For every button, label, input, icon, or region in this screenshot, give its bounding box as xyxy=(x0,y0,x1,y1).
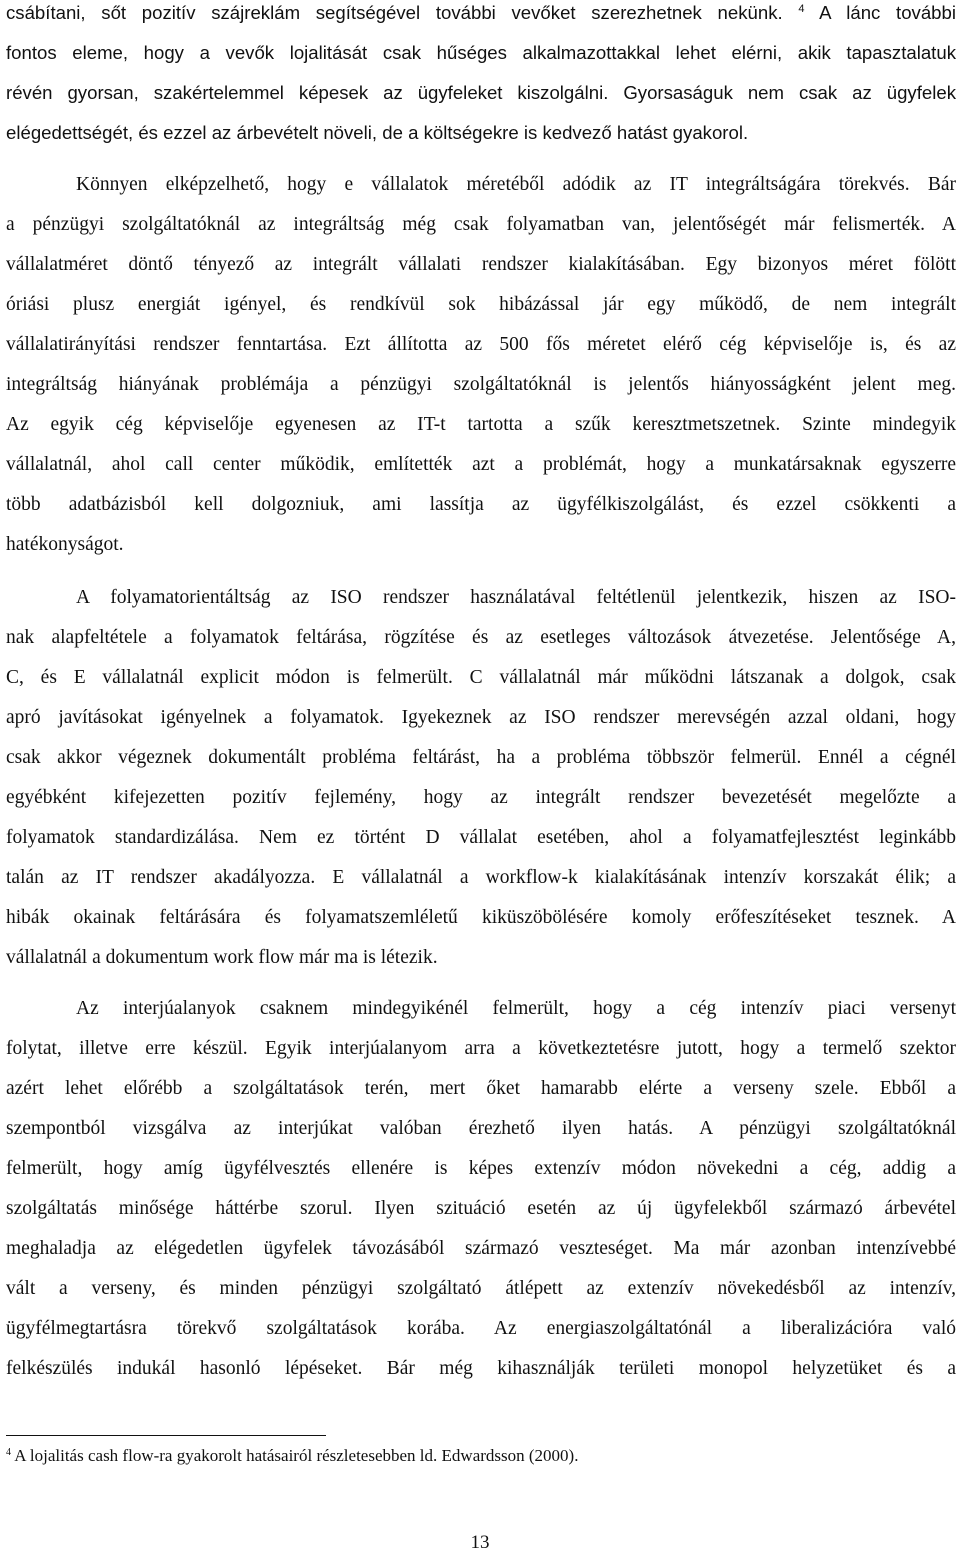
paragraph-line: folyamatok standardizálása. Nem ez történt D vállalat esetében, ahol a folyamatfejlesztést leginkább xyxy=(6,827,956,848)
paragraph-line: több adatbázisból kell dolgozniuk, ami lassítja az ügyfélkiszolgálást, és ezzel csökkenti a xyxy=(6,494,956,515)
paragraph-line: a pénzügyi szolgáltatóknál az integráltság még csak folyamatban van, jelentőségét már felismerték. A xyxy=(6,214,956,235)
paragraph-2 xyxy=(6,165,956,565)
footnote-divider xyxy=(6,1435,326,1436)
paragraph-line: vált a verseny, és minden pénzügyi szolgáltató átlépett az extenzív növekedésből az intenzív, xyxy=(6,1278,956,1299)
footnote xyxy=(6,1442,946,1470)
paragraph-line: A folyamatorientáltság az ISO rendszer használatával feltétlenül jelentkezik, hiszen az ISO- xyxy=(76,587,956,608)
footnote-marker: 4 xyxy=(6,1447,11,1458)
paragraph-line: nak alapfeltétele a folyamatok feltárása, rögzítése és az esetleges változások átvezetése. Jelentősége A, xyxy=(6,627,956,648)
paragraph-line: felmerült, hogy amíg ügyfélvesztés ellenére is képes extenzív módon növekedni a cég, addig a xyxy=(6,1158,956,1179)
paragraph-line: talán az IT rendszer akadályozza. E vállalatnál a workflow-k kialakításának intenzív korszakát élik; a xyxy=(6,867,956,888)
paragraph-line: vállalatnál a dokumentum work flow már ma is létezik. xyxy=(6,947,438,968)
paragraph-line: azért lehet előrébb a szolgáltatások terén, mert őket hamarabb elérte a verseny szele. Ebből a xyxy=(6,1078,956,1099)
footnote-text: A lojalitás cash flow-ra gyakorolt hatásairól részletesebben ld. Edwardsson (2000). xyxy=(11,1446,579,1465)
paragraph-line: Az egyik cég képviselője egyenesen az IT-t tartotta a szűk keresztmetszetnek. Szinte mindegyik xyxy=(6,414,956,435)
paragraph-line: hibák okainak feltárására és folyamatszemléletű kiküszöbölésére komoly erőfeszítéseket tesznek. A xyxy=(6,907,956,928)
page-number: 13 xyxy=(470,1532,490,1553)
paragraph-line: vállalatnál, ahol call center működik, említették azt a problémát, hogy a munkatársaknak egyszerre xyxy=(6,454,956,475)
paragraph-line: egyébként kifejezetten pozitív fejlemény, hogy az integrált rendszer bevezetését megelőzte a xyxy=(6,787,956,808)
paragraph-1 xyxy=(6,0,956,153)
paragraph-line: révén gyorsan, szakértelemmel képesek az ügyfeleket kiszolgálni. Gyorsaságuk nem csak az ügyfelek xyxy=(6,82,956,103)
paragraph-line: felkészülés indukál hasonló lépéseket. Bár még kihasználják területi monopol helyzetüket és a xyxy=(6,1358,956,1379)
paragraph-line: óriási plusz energiát igényel, és rendkívül sok hibázással jár egy működő, de nem integrált xyxy=(6,294,956,315)
paragraph-line: vállalatirányítási rendszer fenntartása. Ezt állította az 500 fős méretet elérő cég képviselője is, és az xyxy=(6,334,956,355)
paragraph-line: vállalatméret döntő tényező az integrált vállalati rendszer kialakításában. Egy bizonyos méret fölött xyxy=(6,254,956,275)
paragraph-line xyxy=(6,0,956,33)
paragraph-line: Az interjúalanyok csaknem mindegyikénél felmerült, hogy a cég intenzív piaci versenyt xyxy=(76,998,956,1019)
paragraph-line: szempontból vizsgálva az interjúkat valóban érezhető ilyen hatás. A pénzügyi szolgáltatóknál xyxy=(6,1118,956,1139)
paragraph-line: elégedettségét, és ezzel az árbevételt növeli, de a költségekre is kedvező hatást gyakorol. xyxy=(6,122,749,143)
paragraph-line: hatékonyságot. xyxy=(6,534,124,555)
text-run: csábítani, sőt pozitív szájreklám segítségével további vevőket szerezhetnek nekünk. xyxy=(6,2,783,23)
paragraph-4 xyxy=(6,989,956,1389)
paragraph-line: fontos eleme, hogy a vevők lojalitását csak hűséges alkalmazottakkal lehet elérni, akik tapasztalatuk xyxy=(6,42,956,63)
paragraph-line: meghaladja az elégedetlen ügyfelek távozásából származó veszteséget. Ma már azonban intenzívebbé xyxy=(6,1238,956,1259)
paragraph-line: apró javításokat igényelnek a folyamatok. Igyekeznek az ISO rendszer merevségén azzal oldani, hogy xyxy=(6,707,956,728)
paragraph-3 xyxy=(6,578,956,978)
paragraph-line: integráltság hiányának problémája a pénzügyi szolgáltatóknál is jelentős hiányosságként jelent meg. xyxy=(6,374,956,395)
paragraph-line: folytat, illetve erre készül. Egyik interjúalanyom arra a következtetésre jutott, hogy a termelő szektor xyxy=(6,1038,956,1059)
paragraph-line: Könnyen elképzelhető, hogy e vállalatok méretéből adódik az IT integráltságára törekvés. Bár xyxy=(76,174,956,195)
footnote-reference[interactable]: 4 xyxy=(798,3,805,15)
paragraph-line: csak akkor végeznek dokumentált probléma feltárást, ha a probléma többször felmerül. Ennél a cégnél xyxy=(6,747,956,768)
paragraph-line: C, és E vállalatnál explicit módon is felmerült. C vállalatnál már működni látszanak a dolgok, csak xyxy=(6,667,956,688)
text-run: A lánc további xyxy=(804,2,956,23)
paragraph-line: ügyfélmegtartásra törekvő szolgáltatások korába. Az energiaszolgáltatónál a liberalizációra való xyxy=(6,1318,956,1339)
paragraph-line: szolgáltatás minősége háttérbe szorul. Ilyen szituáció esetén az új ügyfelekből származó árbevétel xyxy=(6,1198,956,1219)
